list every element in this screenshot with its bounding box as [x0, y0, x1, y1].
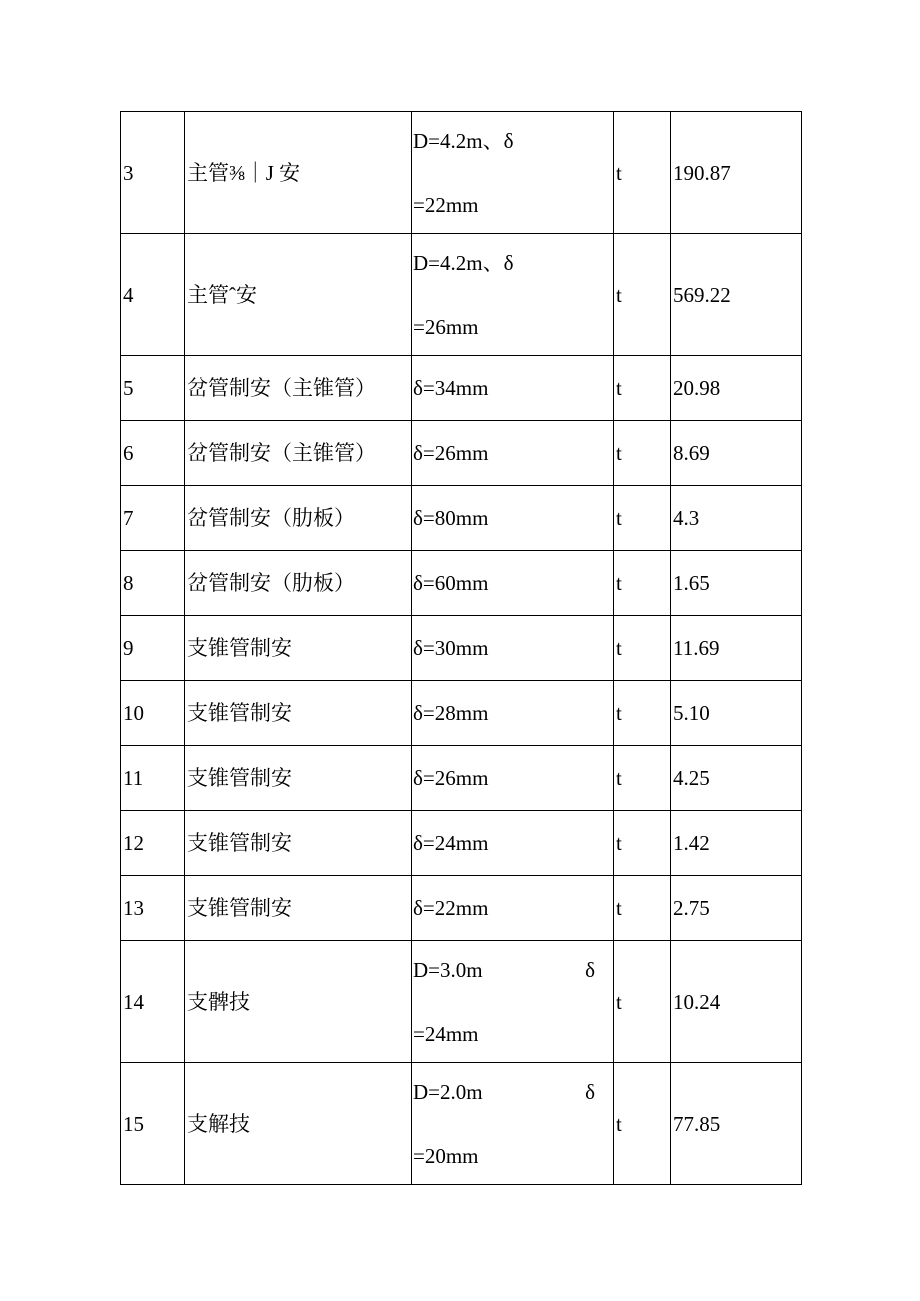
spec-cell: δ=30mm — [412, 616, 614, 681]
spec-line-2: =26mm — [413, 314, 479, 339]
quantity-cell: 2.75 — [671, 876, 802, 941]
spec-two-line — [413, 125, 613, 221]
unit-cell: t — [614, 1063, 671, 1185]
spec-diameter: D=4.2m、δ — [413, 250, 514, 275]
quantity-table — [120, 111, 802, 1185]
unit-cell: t — [614, 421, 671, 486]
spec-cell — [412, 112, 614, 234]
spec-cell — [412, 941, 614, 1063]
table-row — [121, 681, 802, 746]
spec-cell — [412, 234, 614, 356]
unit-cell: t — [614, 681, 671, 746]
row-number-cell: 11 — [121, 746, 185, 811]
table-row — [121, 941, 802, 1063]
unit-cell: t — [614, 811, 671, 876]
spec-two-line — [413, 247, 613, 343]
spec-diameter: D=3.0m — [413, 957, 483, 982]
table-row — [121, 811, 802, 876]
row-number-cell: 13 — [121, 876, 185, 941]
spec-line-1 — [413, 127, 613, 155]
spec-cell: δ=26mm — [412, 421, 614, 486]
spec-diameter: D=2.0m — [413, 1079, 483, 1104]
item-name-cell: 支锥管制安 — [185, 746, 412, 811]
spec-two-line — [413, 1076, 613, 1172]
unit-cell: t — [614, 876, 671, 941]
quantity-cell: 20.98 — [671, 356, 802, 421]
table-row — [121, 1063, 802, 1185]
spec-cell — [412, 1063, 614, 1185]
spec-cell: δ=26mm — [412, 746, 614, 811]
spec-cell: δ=24mm — [412, 811, 614, 876]
quantity-cell: 8.69 — [671, 421, 802, 486]
table-row — [121, 486, 802, 551]
spec-line-2: =24mm — [413, 1021, 479, 1046]
spec-cell: δ=34mm — [412, 356, 614, 421]
row-number-cell: 4 — [121, 234, 185, 356]
unit-cell: t — [614, 112, 671, 234]
row-number-cell: 3 — [121, 112, 185, 234]
unit-cell: t — [614, 941, 671, 1063]
quantity-cell: 77.85 — [671, 1063, 802, 1185]
table-row — [121, 616, 802, 681]
item-name-cell: 岔管制安（主锥管） — [185, 356, 412, 421]
spec-delta-symbol: δ — [585, 1079, 595, 1104]
item-name-cell: 岔管制安（主锥管） — [185, 421, 412, 486]
quantity-cell: 1.42 — [671, 811, 802, 876]
quantity-cell: 4.3 — [671, 486, 802, 551]
unit-cell: t — [614, 616, 671, 681]
table-row — [121, 551, 802, 616]
quantity-cell: 5.10 — [671, 681, 802, 746]
quantity-cell: 11.69 — [671, 616, 802, 681]
row-number-cell: 10 — [121, 681, 185, 746]
table-row — [121, 421, 802, 486]
spec-delta-symbol: δ — [585, 957, 595, 982]
spec-diameter: D=4.2m、δ — [413, 128, 514, 153]
spec-cell: δ=60mm — [412, 551, 614, 616]
unit-cell: t — [614, 234, 671, 356]
spec-cell: δ=80mm — [412, 486, 614, 551]
spec-line-2: =22mm — [413, 192, 479, 217]
quantity-cell: 190.87 — [671, 112, 802, 234]
spec-line-2: =20mm — [413, 1143, 479, 1168]
spec-line-1 — [413, 249, 613, 277]
item-name-cell: 支锥管制安 — [185, 876, 412, 941]
unit-cell: t — [614, 486, 671, 551]
quantity-cell: 4.25 — [671, 746, 802, 811]
quantity-cell: 10.24 — [671, 941, 802, 1063]
quantity-cell: 569.22 — [671, 234, 802, 356]
item-name-cell: 主管⅜｜J 安 — [185, 112, 412, 234]
table-row — [121, 876, 802, 941]
unit-cell: t — [614, 551, 671, 616]
row-number-cell: 14 — [121, 941, 185, 1063]
item-name-cell: 支解技 — [185, 1063, 412, 1185]
item-name-cell: 主管ˆ安 — [185, 234, 412, 356]
item-name-cell: 支锥管制安 — [185, 811, 412, 876]
unit-cell: t — [614, 356, 671, 421]
row-number-cell: 9 — [121, 616, 185, 681]
spec-line-1 — [413, 956, 613, 984]
table-row — [121, 234, 802, 356]
table-row — [121, 746, 802, 811]
table-body — [121, 112, 802, 1185]
item-name-cell: 支锥管制安 — [185, 616, 412, 681]
row-number-cell: 8 — [121, 551, 185, 616]
item-name-cell: 岔管制安（肋板） — [185, 486, 412, 551]
row-number-cell: 7 — [121, 486, 185, 551]
row-number-cell: 12 — [121, 811, 185, 876]
unit-cell: t — [614, 746, 671, 811]
table-row — [121, 356, 802, 421]
row-number-cell: 6 — [121, 421, 185, 486]
item-name-cell: 岔管制安（肋板） — [185, 551, 412, 616]
spec-two-line — [413, 954, 613, 1050]
spec-line-1 — [413, 1078, 613, 1106]
item-name-cell: 支锥管制安 — [185, 681, 412, 746]
table-row — [121, 112, 802, 234]
quantity-cell: 1.65 — [671, 551, 802, 616]
spec-cell: δ=28mm — [412, 681, 614, 746]
item-name-cell: 支髀技 — [185, 941, 412, 1063]
spec-cell: δ=22mm — [412, 876, 614, 941]
row-number-cell: 5 — [121, 356, 185, 421]
row-number-cell: 15 — [121, 1063, 185, 1185]
